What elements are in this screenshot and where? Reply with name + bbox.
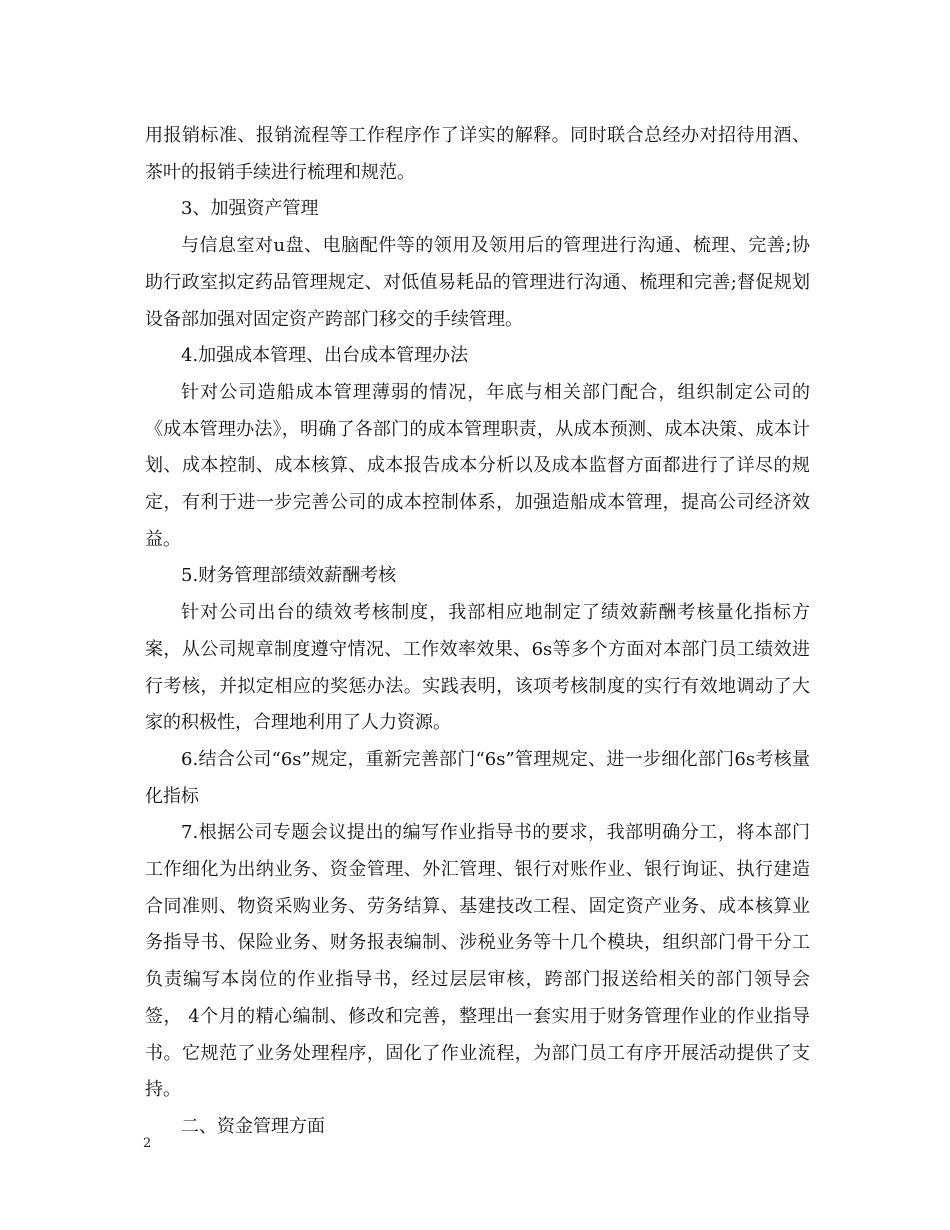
paragraph: 二、资金管理方面 (181, 1115, 325, 1137)
paragraph: 4.加强成本管理、出台成本管理办法 (181, 345, 469, 367)
page-number: 2 (143, 1136, 152, 1151)
paragraph: 针对公司出台的绩效考核制度，我部相应地制定了绩效薪酬考核量化指标方案，从公司规章制度遵守情况、工作效率效果、6s等多个方面对本部门员工绩效进行考核，并拟定相应的奖惩办法。实践表明，该项考核制度的实行有效地调动了大家的积极性，合理地利用了人力资源。 (145, 602, 810, 734)
paragraph: 6.结合公司“6s”规定，重新完善部门“6s”管理规定、进一步细化部门6s考核量化指标 (145, 748, 810, 807)
paragraph: 3、加强资产管理 (181, 198, 319, 220)
paragraph: 与信息室对u盘、电脑配件等的领用及领用后的管理进行沟通、梳理、完善;协助行政室拟定药品管理规定、对低值易耗品的管理进行沟通、梳理和完善;督促规划设备部加强对固定资产跨部门移交的手续管理。 (145, 235, 810, 330)
paragraph: 针对公司造船成本管理薄弱的情况，年底与相关部门配合，组织制定公司的《成本管理办法》，明确了各部门的成本管理职责，从成本预测、成本决策、成本计划、成本控制、成本核算、成本报告成本分析以及成本监督方面都进行了详尽的规定，有利于进一步完善公司的成本控制体系，加强造船成本管理，提高公司经济效益。 (145, 381, 810, 550)
paragraph: 用报销标准、报销流程等工作程序作了详实的解释。同时联合总经办对招待用酒、茶叶的报销手续进行梳理和规范。 (145, 125, 810, 183)
paragraph: 7.根据公司专题会议提出的编写作业指导书的要求，我部明确分工，将本部门工作细化为出纳业务、资金管理、外汇管理、银行对账作业、银行询证、执行建造合同准则、物资采购业务、劳务结算、基建技改工程、固定资产业务、成本核算业务指导书、保险业务、财务报表编制、涉税业务等十几个模块，组织部门骨干分工负责编写本岗位的作业指导书，经过层层审核，跨部门报送给相关的部门领导会签， 4个月的精心编制、修改和完善，整理出一套实用于财务管理作业的作业指导书。它规范了业务处理程序，固化了作业流程，为部门员工有序开展活动提供了支持。 (145, 822, 810, 1101)
document-body (145, 118, 810, 1146)
paragraph: 5.财务管理部绩效薪酬考核 (181, 565, 397, 587)
